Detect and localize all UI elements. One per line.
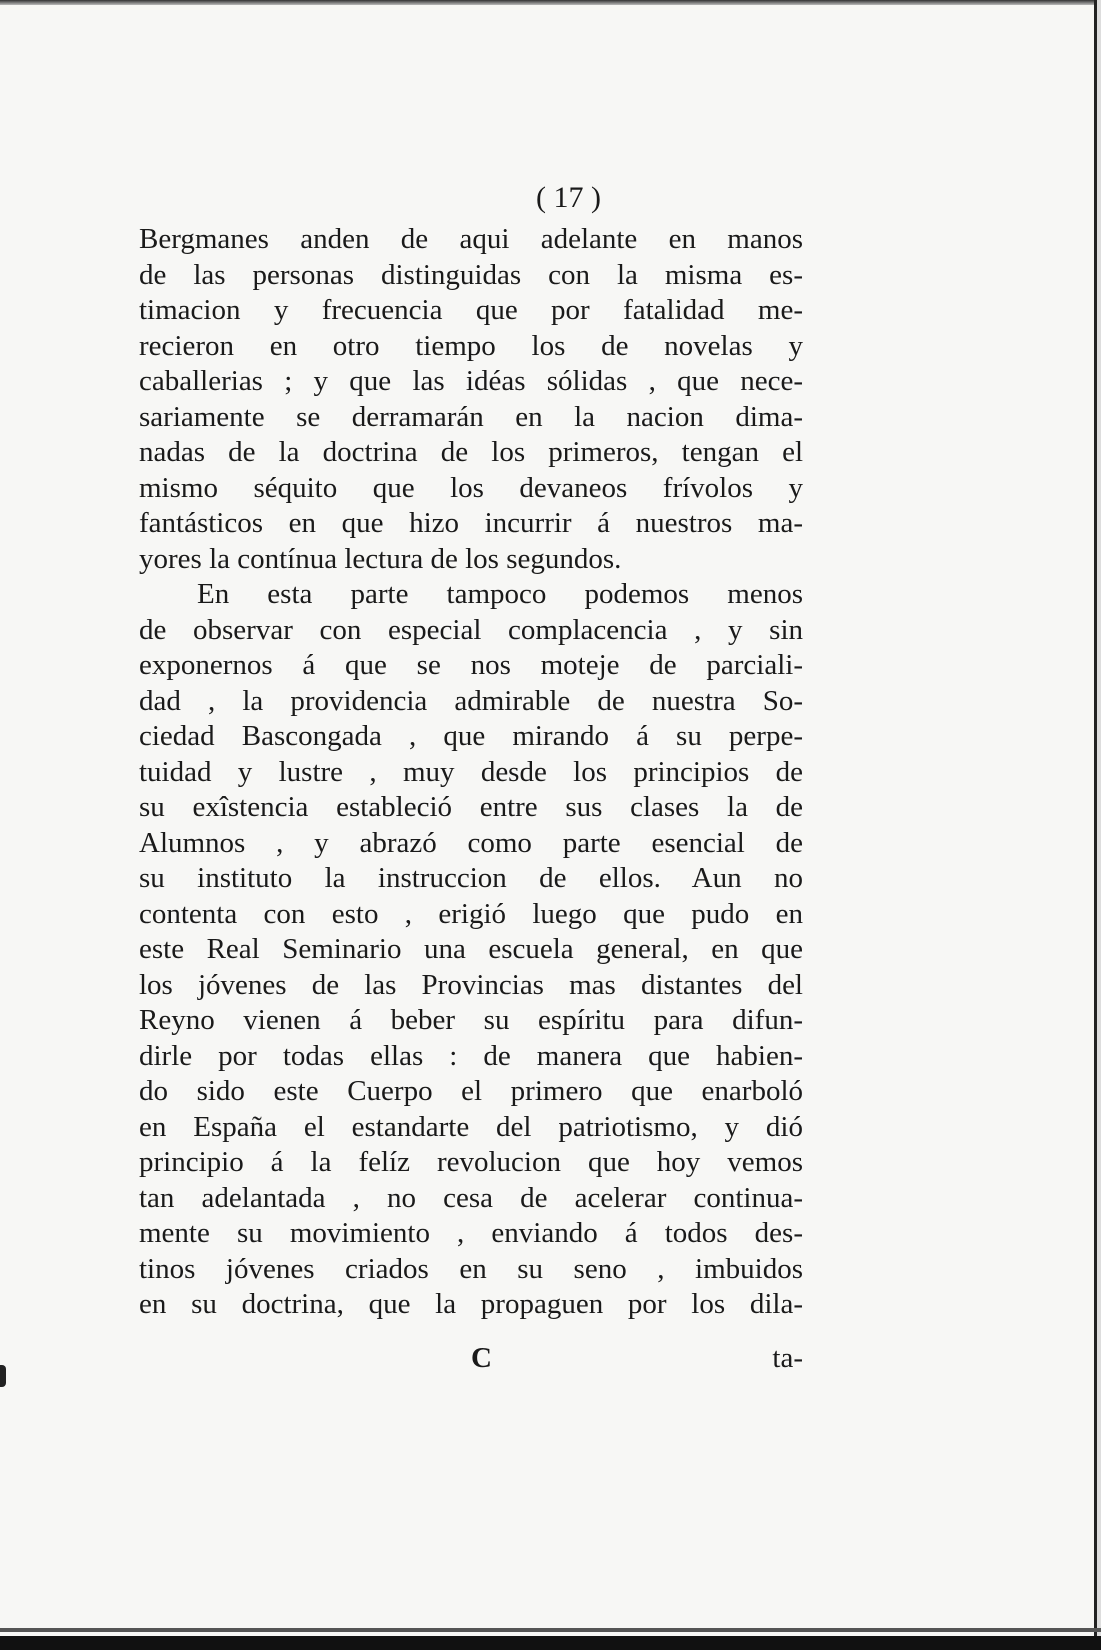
text-line: tinos jóvenes criados en su seno , imbuidos xyxy=(139,1252,803,1285)
text-line: exponernos á que se nos moteje de parciali- xyxy=(139,649,803,681)
page-footer xyxy=(139,1340,803,1376)
text-line: mente su movimiento , enviando á todos des- xyxy=(139,1217,803,1249)
text-line: tan adelantada , no cesa de acelerar continua- xyxy=(139,1181,803,1214)
text-line: su instituto la instruccion de ellos. Aun no xyxy=(139,862,803,894)
scan-left-mark xyxy=(0,1365,6,1387)
text-line: Reyno vienen á beber su espíritu para difun- xyxy=(139,1004,803,1036)
text-line: Bergmanes anden de aqui adelante en manos xyxy=(139,223,803,255)
text-line: nadas de la doctrina de los primeros, tengan el xyxy=(139,436,803,468)
text-line: mismo séquito que los devaneos frívolos y xyxy=(139,471,803,504)
scan-bottom-edge xyxy=(0,1636,1101,1650)
text-line: en España el estandarte del patriotismo, y dió xyxy=(139,1110,803,1143)
catchword: ta- xyxy=(772,1342,803,1374)
body-text xyxy=(139,222,803,1323)
text-line: caballerias ; y que las idéas sólidas , que nece- xyxy=(139,365,803,397)
page-number: ( 17 ) xyxy=(536,181,601,214)
scan-bottom-edge-shadow xyxy=(0,1628,1101,1632)
text-line: tuidad y lustre , muy desde los principios de xyxy=(139,755,803,788)
signature-mark: C xyxy=(471,1342,492,1374)
text-line: En esta parte tampoco podemos menos xyxy=(197,578,803,610)
text-line: Alumnos , y abrazó como parte esencial de xyxy=(139,826,803,859)
text-line: principio á la felíz revolucion que hoy vemos xyxy=(139,1146,803,1178)
text-line: este Real Seminario una escuela general, en que xyxy=(139,933,803,965)
text-line: dirle por todas ellas : de manera que habien- xyxy=(139,1039,803,1072)
text-line: do sido este Cuerpo el primero que enarboló xyxy=(139,1075,803,1107)
scan-right-margin xyxy=(1097,0,1101,1650)
text-line: dad , la providencia admirable de nuestra So- xyxy=(139,684,803,717)
text-line: ciedad Bascongada , que mirando á su perpe- xyxy=(139,720,803,752)
text-line: su exîstencia estableció entre sus clases la de xyxy=(139,791,803,823)
scan-top-edge xyxy=(0,0,1101,5)
text-line: contenta con esto , erigió luego que pudo en xyxy=(139,897,803,930)
text-line: recieron en otro tiempo los de novelas y xyxy=(139,329,803,362)
text-line: fantásticos en que hizo incurrir á nuestros ma- xyxy=(139,507,803,539)
text-line: timacion y frecuencia que por fatalidad me- xyxy=(139,294,803,326)
text-line: los jóvenes de las Provincias mas distantes del xyxy=(139,968,803,1001)
text-line: en su doctrina, que la propaguen por los dila- xyxy=(139,1288,803,1320)
text-line: yores la contínua lectura de los segundos. xyxy=(139,542,622,575)
text-line: sariamente se derramarán en la nacion dima- xyxy=(139,400,803,433)
text-line: de las personas distinguidas con la misma es- xyxy=(139,258,803,291)
text-line: de observar con especial complacencia , y sin xyxy=(139,613,803,646)
